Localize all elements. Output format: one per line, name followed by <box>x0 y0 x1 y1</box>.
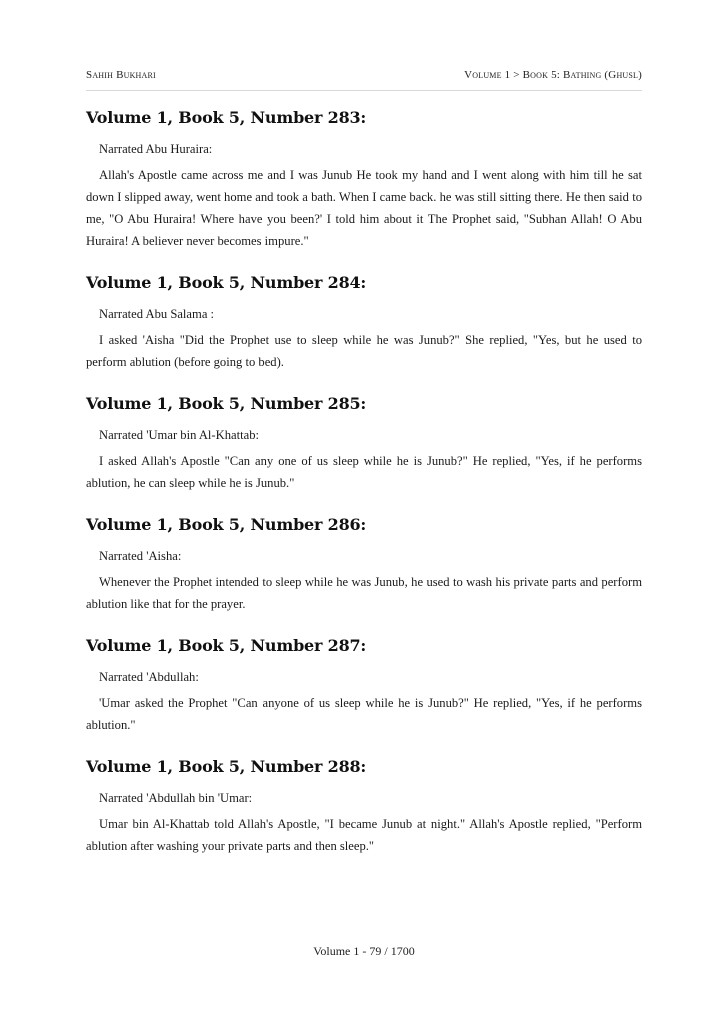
hadith-text: 'Umar asked the Prophet "Can anyone of us sleep while he is Junub?" He replied, "Yes, if he performs ablution." <box>86 696 642 732</box>
hadith-entry <box>86 515 642 615</box>
hadith-heading: Volume 1, Book 5, Number 287: <box>86 636 367 655</box>
hadith-text: Umar bin Al-Khattab told Allah's Apostle, "I became Junub at night." Allah's Apostle replied, "Perform ablution after washing your private parts and then sleep." <box>86 817 642 853</box>
hadith-narrator: Narrated 'Abdullah: <box>99 670 199 684</box>
hadith-entry <box>86 636 642 736</box>
running-header <box>86 68 642 91</box>
hadith-entry <box>86 108 642 252</box>
hadith-narrator: Narrated Abu Salama : <box>99 307 215 321</box>
hadith-narrator: Narrated 'Abdullah bin 'Umar: <box>99 791 253 805</box>
hadith-heading: Volume 1, Book 5, Number 286: <box>86 515 367 534</box>
hadith-entry <box>86 394 642 494</box>
hadith-narrator: Narrated 'Umar bin Al-Khattab: <box>99 428 259 442</box>
hadith-heading: Volume 1, Book 5, Number 284: <box>86 273 367 292</box>
hadith-heading: Volume 1, Book 5, Number 283: <box>86 108 367 127</box>
hadith-heading: Volume 1, Book 5, Number 285: <box>86 394 367 413</box>
hadith-text: I asked Allah's Apostle "Can any one of us sleep while he is Junub?" He replied, "Yes, if he performs ablution, he can sleep while he is Junub." <box>86 454 642 490</box>
hadith-narrator: Narrated Abu Huraira: <box>99 142 213 156</box>
header-section-title: Volume 1 > Book 5: Bathing (Ghusl) <box>464 69 642 81</box>
hadith-entry <box>86 273 642 373</box>
page-number-footer: Volume 1 - 79 / 1700 <box>313 944 415 958</box>
hadith-heading: Volume 1, Book 5, Number 288: <box>86 757 367 776</box>
page-content <box>86 108 642 878</box>
header-book-title: Sahih Bukhari <box>86 69 156 81</box>
hadith-text: Whenever the Prophet intended to sleep while he was Junub, he used to wash his private parts and perform ablution like that for the prayer. <box>86 575 642 611</box>
hadith-narrator: Narrated 'Aisha: <box>99 549 182 563</box>
hadith-entry <box>86 757 642 857</box>
hadith-text: I asked 'Aisha "Did the Prophet use to sleep while he was Junub?" She replied, "Yes, but he used to perform ablution (before going to bed). <box>86 333 642 369</box>
hadith-text: Allah's Apostle came across me and I was Junub He took my hand and I went along with him till he sat down I slipped away, went home and took a bath. When I came back. he was still sitting there. He then said to me, "O Abu Huraira! Where have you been?' I told him about it The Prophet said, "Subhan Allah! O Abu Huraira! A believer never becomes impure." <box>86 168 642 248</box>
